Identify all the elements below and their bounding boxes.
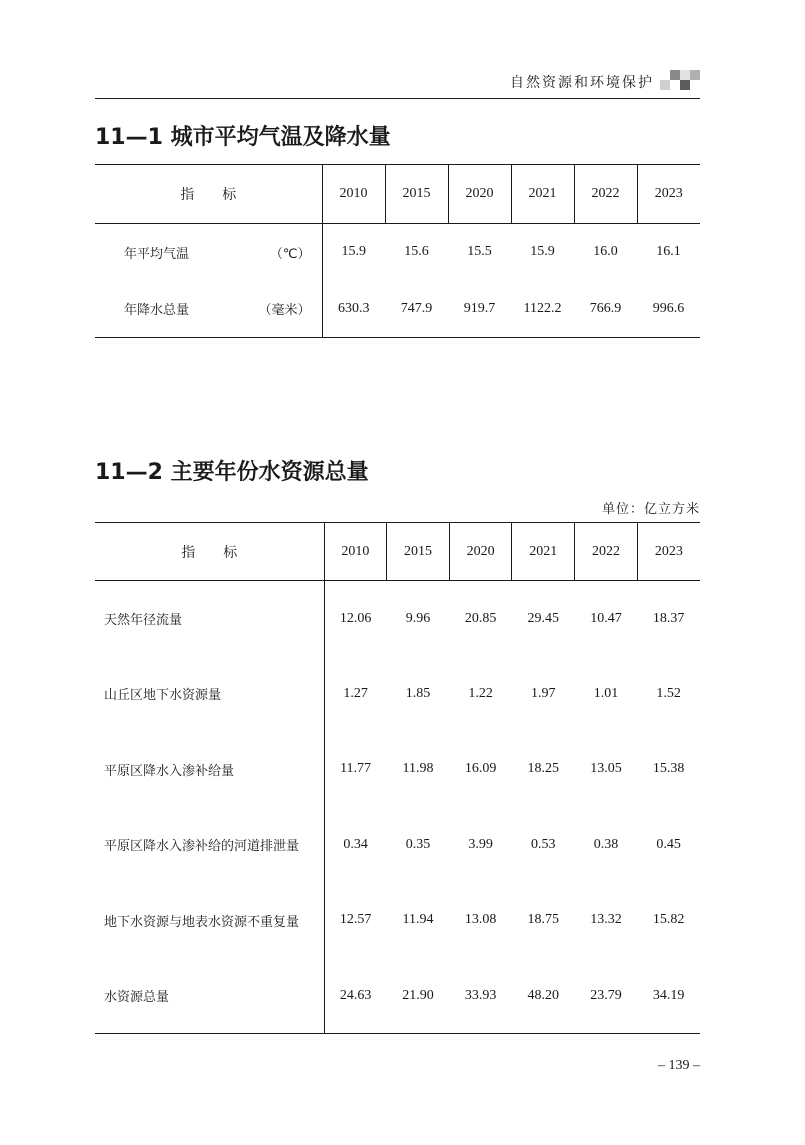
table-cell: 0.53 [531,836,556,852]
table-cell: 29.45 [527,610,560,626]
deco-square [690,70,700,80]
table-cell: 21.90 [402,987,434,1003]
table-cell: 766.9 [589,300,622,316]
table-cell: 0.45 [656,836,681,852]
row-label [95,807,324,883]
header-rule [95,98,700,99]
deco-square [660,80,670,90]
table-cell: 15.82 [652,912,685,928]
page-number: – 139 – [658,1058,700,1073]
year-header: 2010 [324,523,387,581]
year-header: 2022 [574,165,637,224]
table-cell: 1.01 [593,685,619,701]
table-cell: 24.63 [339,987,372,1003]
table-cell: 15.38 [652,761,685,777]
deco-square [680,70,690,80]
indicator-name: 年平均气温 [124,246,190,262]
row-label [95,656,324,732]
table-row [95,656,700,732]
table-cell: 3.99 [468,836,493,852]
table-cell: 747.9 [400,300,433,316]
indicator-name: 地下水资源与地表水资源不重复量 [104,914,300,930]
table-row [95,281,700,338]
row-label [95,732,324,808]
table-cell: 13.05 [590,761,622,777]
table-row [95,732,700,808]
table-cell: 11.77 [340,761,372,777]
table-row [95,581,700,657]
table-cell: 630.3 [338,300,370,316]
table-cell: 1.27 [343,685,368,701]
table-cell: 34.19 [652,987,685,1003]
table2-title: 11—2 主要年份水资源总量 [95,460,369,485]
table-cell: 18.25 [527,761,560,777]
table-cell: 919.7 [463,300,496,316]
table-cell: 16.1 [656,244,681,260]
table-cell: 11.94 [402,912,434,928]
table-cell: 11.98 [402,761,434,777]
year-header: 2021 [512,523,575,581]
indicator-name: 天然年径流量 [104,613,183,628]
table-cell: 1122.2 [523,300,562,316]
year-header: 2021 [511,165,574,224]
table-header-row [95,523,700,581]
table-cell: 20.85 [464,610,497,626]
year-header: 2015 [385,165,448,224]
table-cell: 15.5 [467,244,492,260]
indicator-unit: （毫米） [258,303,311,319]
table-cell: 33.93 [464,987,497,1003]
decorative-squares [660,70,700,90]
year-header: 2010 [322,165,385,224]
year-header: 2022 [575,523,638,581]
indicator-name: 山丘区地下水资源量 [104,688,222,704]
year-header: 2015 [387,523,450,581]
table-row [95,883,700,959]
table-row [95,224,700,281]
row-label [95,224,322,281]
table-cell: 1.22 [468,685,493,701]
table-cell: 48.20 [527,987,560,1003]
unit-label: 单位：亿立方米 [601,502,700,517]
row-label [95,883,324,959]
table-cell: 23.79 [590,987,622,1003]
table-cell: 996.6 [652,300,685,316]
table1-title: 11—1 城市平均气温及降水量 [95,125,391,150]
indicator-name: 平原区降水入渗补给量 [104,763,235,779]
deco-square [670,70,680,80]
year-header: 2020 [449,523,512,581]
table-cell: 0.34 [343,836,368,852]
table-cell: 1.97 [531,685,556,701]
table-cell: 13.32 [590,912,622,928]
table-cell: 16.09 [464,761,497,777]
table-header-row [95,165,700,224]
temperature-precipitation-table [95,164,700,338]
page-header [95,60,700,100]
table-cell: 1.85 [405,685,431,701]
table-cell: 13.08 [464,912,497,928]
table-cell: 18.37 [652,610,685,626]
year-header: 2020 [448,165,511,224]
table-cell: 0.35 [405,836,431,852]
table-cell: 16.0 [593,244,618,260]
indicator-name: 平原区降水入渗补给的河道排泄量 [104,839,300,855]
table-cell: 15.6 [404,244,429,260]
indicator-name: 年降水总量 [124,303,190,319]
table-cell: 15.9 [530,244,555,260]
year-header: 2023 [637,165,700,224]
table-cell: 12.06 [339,610,372,626]
row-label [95,958,324,1034]
table-cell: 0.38 [593,836,619,852]
year-header: 2023 [637,523,700,581]
indicator-name: 水资源总量 [104,990,170,1005]
indicator-header: 指 标 [95,523,324,581]
table-row [95,807,700,883]
table-row [95,958,700,1034]
chapter-title: 自然资源和环境保护 [510,75,654,91]
indicator-unit: （℃） [269,246,311,262]
deco-square [680,80,690,90]
table-cell: 15.9 [341,244,366,260]
row-label [95,581,324,657]
indicator-header: 指 标 [95,165,322,224]
table-cell: 12.57 [339,912,372,928]
table-cell: 18.75 [527,912,560,928]
table-cell: 10.47 [590,610,622,626]
water-resources-table [95,522,700,1034]
table-cell: 1.52 [656,685,681,701]
table-cell: 9.96 [405,610,431,626]
row-label [95,281,322,338]
